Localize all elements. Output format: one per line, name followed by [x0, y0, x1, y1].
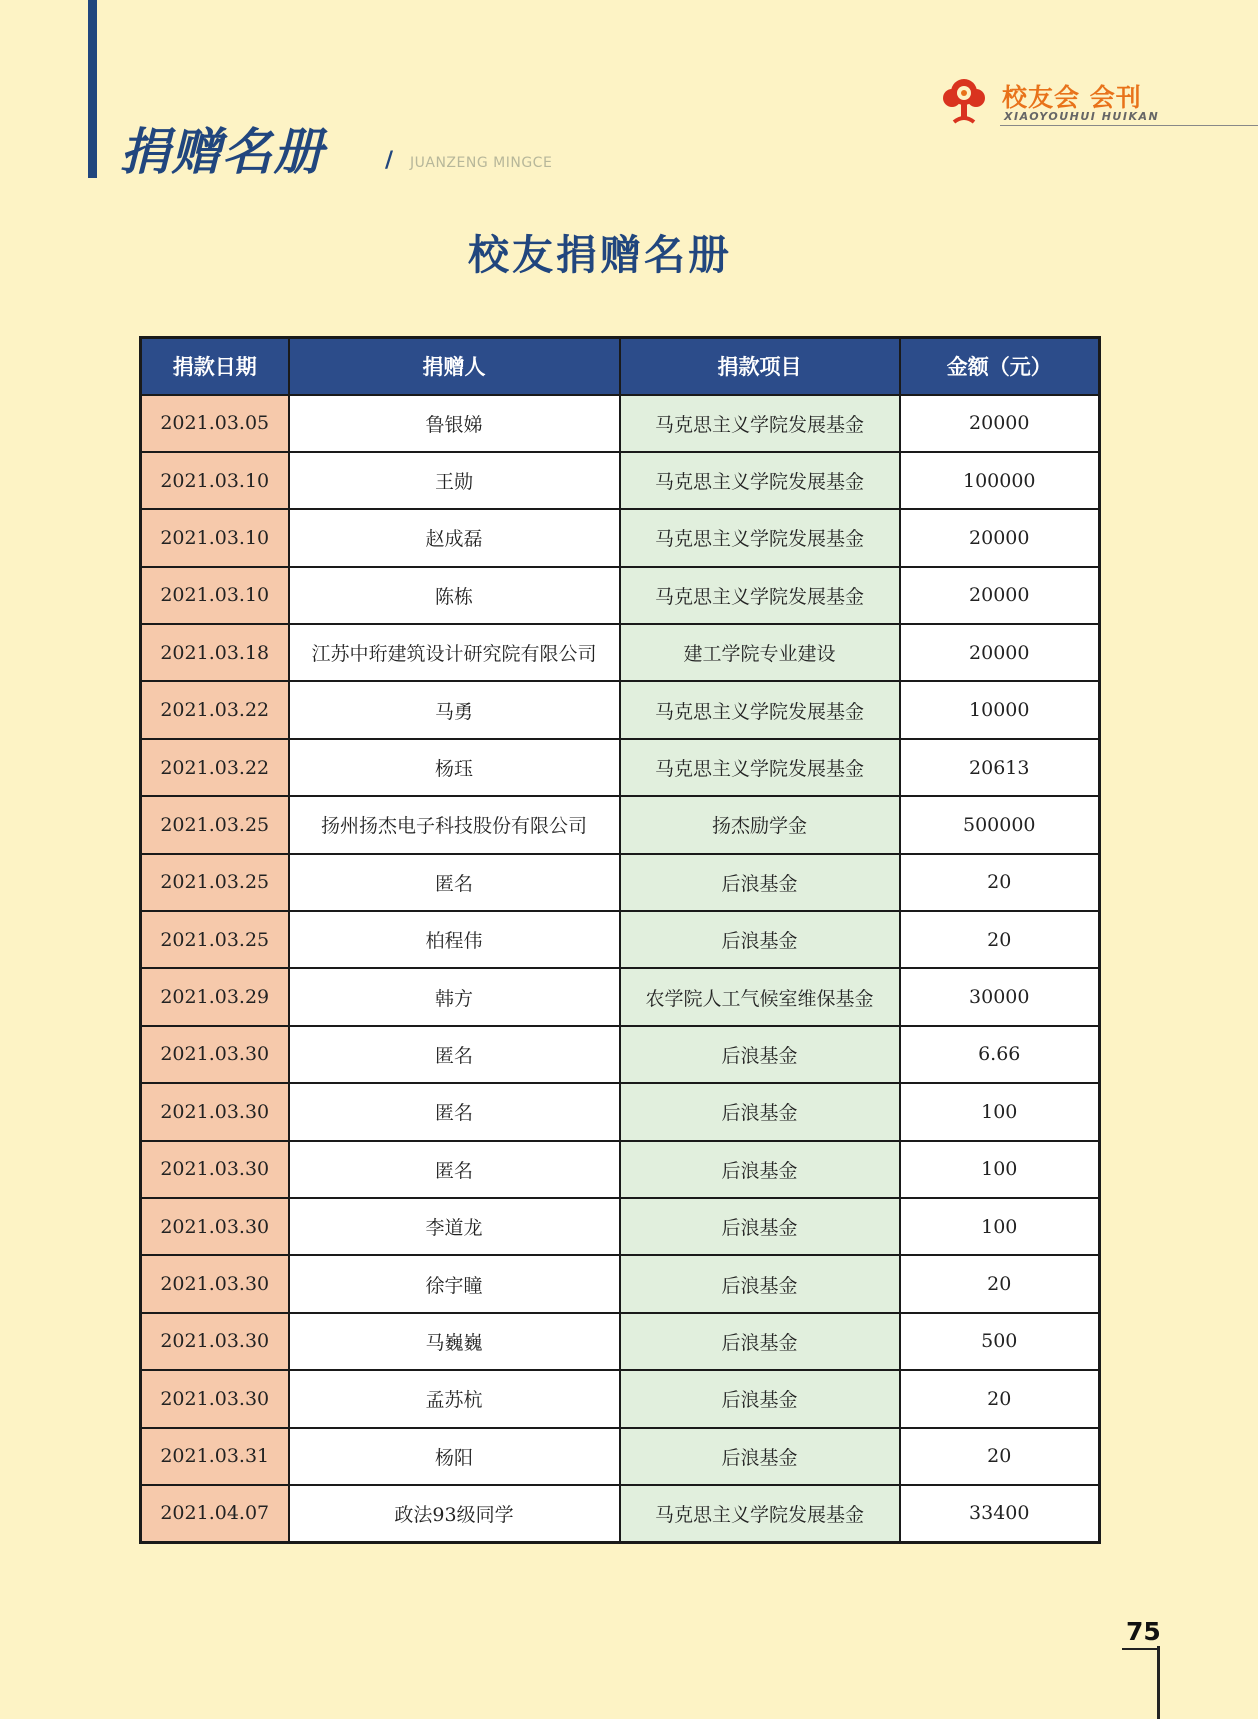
- cell-donor: 扬州扬杰电子科技股份有限公司: [289, 796, 620, 853]
- table-row: [141, 395, 1100, 452]
- table-row: [141, 1428, 1100, 1485]
- cell-project: 扬杰励学金: [620, 796, 900, 853]
- cell-date: 2021.03.30: [141, 1083, 289, 1140]
- cell-date: 2021.03.30: [141, 1313, 289, 1370]
- column-header-project: 捐款项目: [620, 338, 900, 395]
- cell-project: 农学院人工气候室维保基金: [620, 968, 900, 1025]
- table-row: [141, 1198, 1100, 1255]
- cell-date: 2021.03.22: [141, 739, 289, 796]
- cell-date: 2021.03.05: [141, 395, 289, 452]
- cell-project: 后浪基金: [620, 854, 900, 911]
- cell-date: 2021.03.30: [141, 1026, 289, 1083]
- cell-amount: 20: [900, 1428, 1100, 1485]
- cell-date: 2021.03.22: [141, 681, 289, 738]
- cell-donor: 赵成磊: [289, 509, 620, 566]
- table-row: [141, 681, 1100, 738]
- cell-donor: 柏程伟: [289, 911, 620, 968]
- table-row: [141, 1313, 1100, 1370]
- cell-date: 2021.03.29: [141, 968, 289, 1025]
- cell-amount: 500: [900, 1313, 1100, 1370]
- magazine-pinyin: XIAOYOUHUI HUIKAN: [1004, 110, 1160, 123]
- cell-date: 2021.03.10: [141, 509, 289, 566]
- left-accent-bar: [88, 0, 97, 178]
- cell-date: 2021.03.30: [141, 1141, 289, 1198]
- cell-donor: 陈栋: [289, 567, 620, 624]
- cell-project: 马克思主义学院发展基金: [620, 452, 900, 509]
- table-row: [141, 452, 1100, 509]
- cell-project: 后浪基金: [620, 1370, 900, 1427]
- column-header-donor: 捐赠人: [289, 338, 620, 395]
- table-row: [141, 739, 1100, 796]
- table-row: [141, 968, 1100, 1025]
- cell-amount: 10000: [900, 681, 1100, 738]
- cell-project: 马克思主义学院发展基金: [620, 567, 900, 624]
- cell-amount: 20: [900, 911, 1100, 968]
- cell-amount: 20000: [900, 395, 1100, 452]
- table-row: [141, 567, 1100, 624]
- table-row: [141, 854, 1100, 911]
- cell-donor: 马巍巍: [289, 1313, 620, 1370]
- cell-donor: 杨阳: [289, 1428, 620, 1485]
- header-row: [141, 338, 1100, 395]
- cell-date: 2021.03.30: [141, 1255, 289, 1312]
- cell-amount: 100: [900, 1083, 1100, 1140]
- cell-project: 后浪基金: [620, 1026, 900, 1083]
- cell-project: 后浪基金: [620, 1255, 900, 1312]
- cell-donor: 政法93级同学: [289, 1485, 620, 1542]
- cell-donor: 匿名: [289, 1026, 620, 1083]
- table-row: [141, 911, 1100, 968]
- cell-donor: 江苏中珩建筑设计研究院有限公司: [289, 624, 620, 681]
- cell-amount: 6.66: [900, 1026, 1100, 1083]
- cell-project: 建工学院专业建设: [620, 624, 900, 681]
- cell-amount: 20000: [900, 567, 1100, 624]
- cell-date: 2021.03.31: [141, 1428, 289, 1485]
- cell-project: 后浪基金: [620, 1083, 900, 1140]
- cell-amount: 100: [900, 1198, 1100, 1255]
- cell-amount: 20000: [900, 624, 1100, 681]
- tree-logo-icon: [940, 76, 988, 126]
- page-number: 75: [1126, 1617, 1161, 1646]
- table-row: [141, 624, 1100, 681]
- cell-project: 马克思主义学院发展基金: [620, 395, 900, 452]
- cell-project: 马克思主义学院发展基金: [620, 1485, 900, 1542]
- cell-project: 马克思主义学院发展基金: [620, 739, 900, 796]
- cell-date: 2021.03.25: [141, 854, 289, 911]
- cell-date: 2021.03.30: [141, 1370, 289, 1427]
- table-row: [141, 1141, 1100, 1198]
- cell-amount: 500000: [900, 796, 1100, 853]
- cell-donor: 王勋: [289, 452, 620, 509]
- cell-date: 2021.03.25: [141, 796, 289, 853]
- header-divider: [1000, 125, 1258, 126]
- cell-amount: 100: [900, 1141, 1100, 1198]
- page-number-rule-horizontal: [1122, 1648, 1158, 1650]
- cell-donor: 徐宇瞳: [289, 1255, 620, 1312]
- cell-project: 后浪基金: [620, 1313, 900, 1370]
- page-number-rule-vertical: [1157, 1646, 1160, 1719]
- cell-donor: 李道龙: [289, 1198, 620, 1255]
- table-row: [141, 796, 1100, 853]
- cell-donor: 孟苏杭: [289, 1370, 620, 1427]
- table-body: [141, 395, 1100, 1543]
- donation-table: [139, 336, 1101, 1544]
- cell-amount: 20: [900, 854, 1100, 911]
- table-header: [141, 338, 1100, 395]
- cell-donor: 韩方: [289, 968, 620, 1025]
- cell-project: 马克思主义学院发展基金: [620, 681, 900, 738]
- cell-amount: 20: [900, 1370, 1100, 1427]
- cell-date: 2021.03.10: [141, 567, 289, 624]
- cell-amount: 100000: [900, 452, 1100, 509]
- cell-donor: 鲁银娣: [289, 395, 620, 452]
- cell-donor: 马勇: [289, 681, 620, 738]
- column-header-date: 捐款日期: [141, 338, 289, 395]
- cell-project: 后浪基金: [620, 1428, 900, 1485]
- table-row: [141, 1026, 1100, 1083]
- table-row: [141, 509, 1100, 566]
- cell-project: 马克思主义学院发展基金: [620, 509, 900, 566]
- section-pinyin: JUANZENG MINGCE: [410, 155, 553, 171]
- table-row: [141, 1083, 1100, 1140]
- page-title: 校友捐赠名册: [468, 231, 732, 279]
- cell-amount: 20: [900, 1255, 1100, 1312]
- cell-donor: 匿名: [289, 854, 620, 911]
- cell-donor: 杨珏: [289, 739, 620, 796]
- cell-donor: 匿名: [289, 1141, 620, 1198]
- magazine-title: 校友会 会刊: [1002, 83, 1142, 112]
- cell-project: 后浪基金: [620, 911, 900, 968]
- table-row: [141, 1485, 1100, 1542]
- table-row: [141, 1255, 1100, 1312]
- cell-date: 2021.03.30: [141, 1198, 289, 1255]
- table-row: [141, 1370, 1100, 1427]
- cell-donor: 匿名: [289, 1083, 620, 1140]
- cell-amount: 30000: [900, 968, 1100, 1025]
- section-title: 捐赠名册: [120, 123, 324, 181]
- cell-date: 2021.03.10: [141, 452, 289, 509]
- cell-project: 后浪基金: [620, 1198, 900, 1255]
- cell-project: 后浪基金: [620, 1141, 900, 1198]
- column-header-amount: 金额（元）: [900, 338, 1100, 395]
- cell-date: 2021.03.18: [141, 624, 289, 681]
- cell-amount: 33400: [900, 1485, 1100, 1542]
- cell-amount: 20613: [900, 739, 1100, 796]
- cell-date: 2021.03.25: [141, 911, 289, 968]
- section-slash: /: [385, 148, 394, 173]
- cell-date: 2021.04.07: [141, 1485, 289, 1542]
- cell-amount: 20000: [900, 509, 1100, 566]
